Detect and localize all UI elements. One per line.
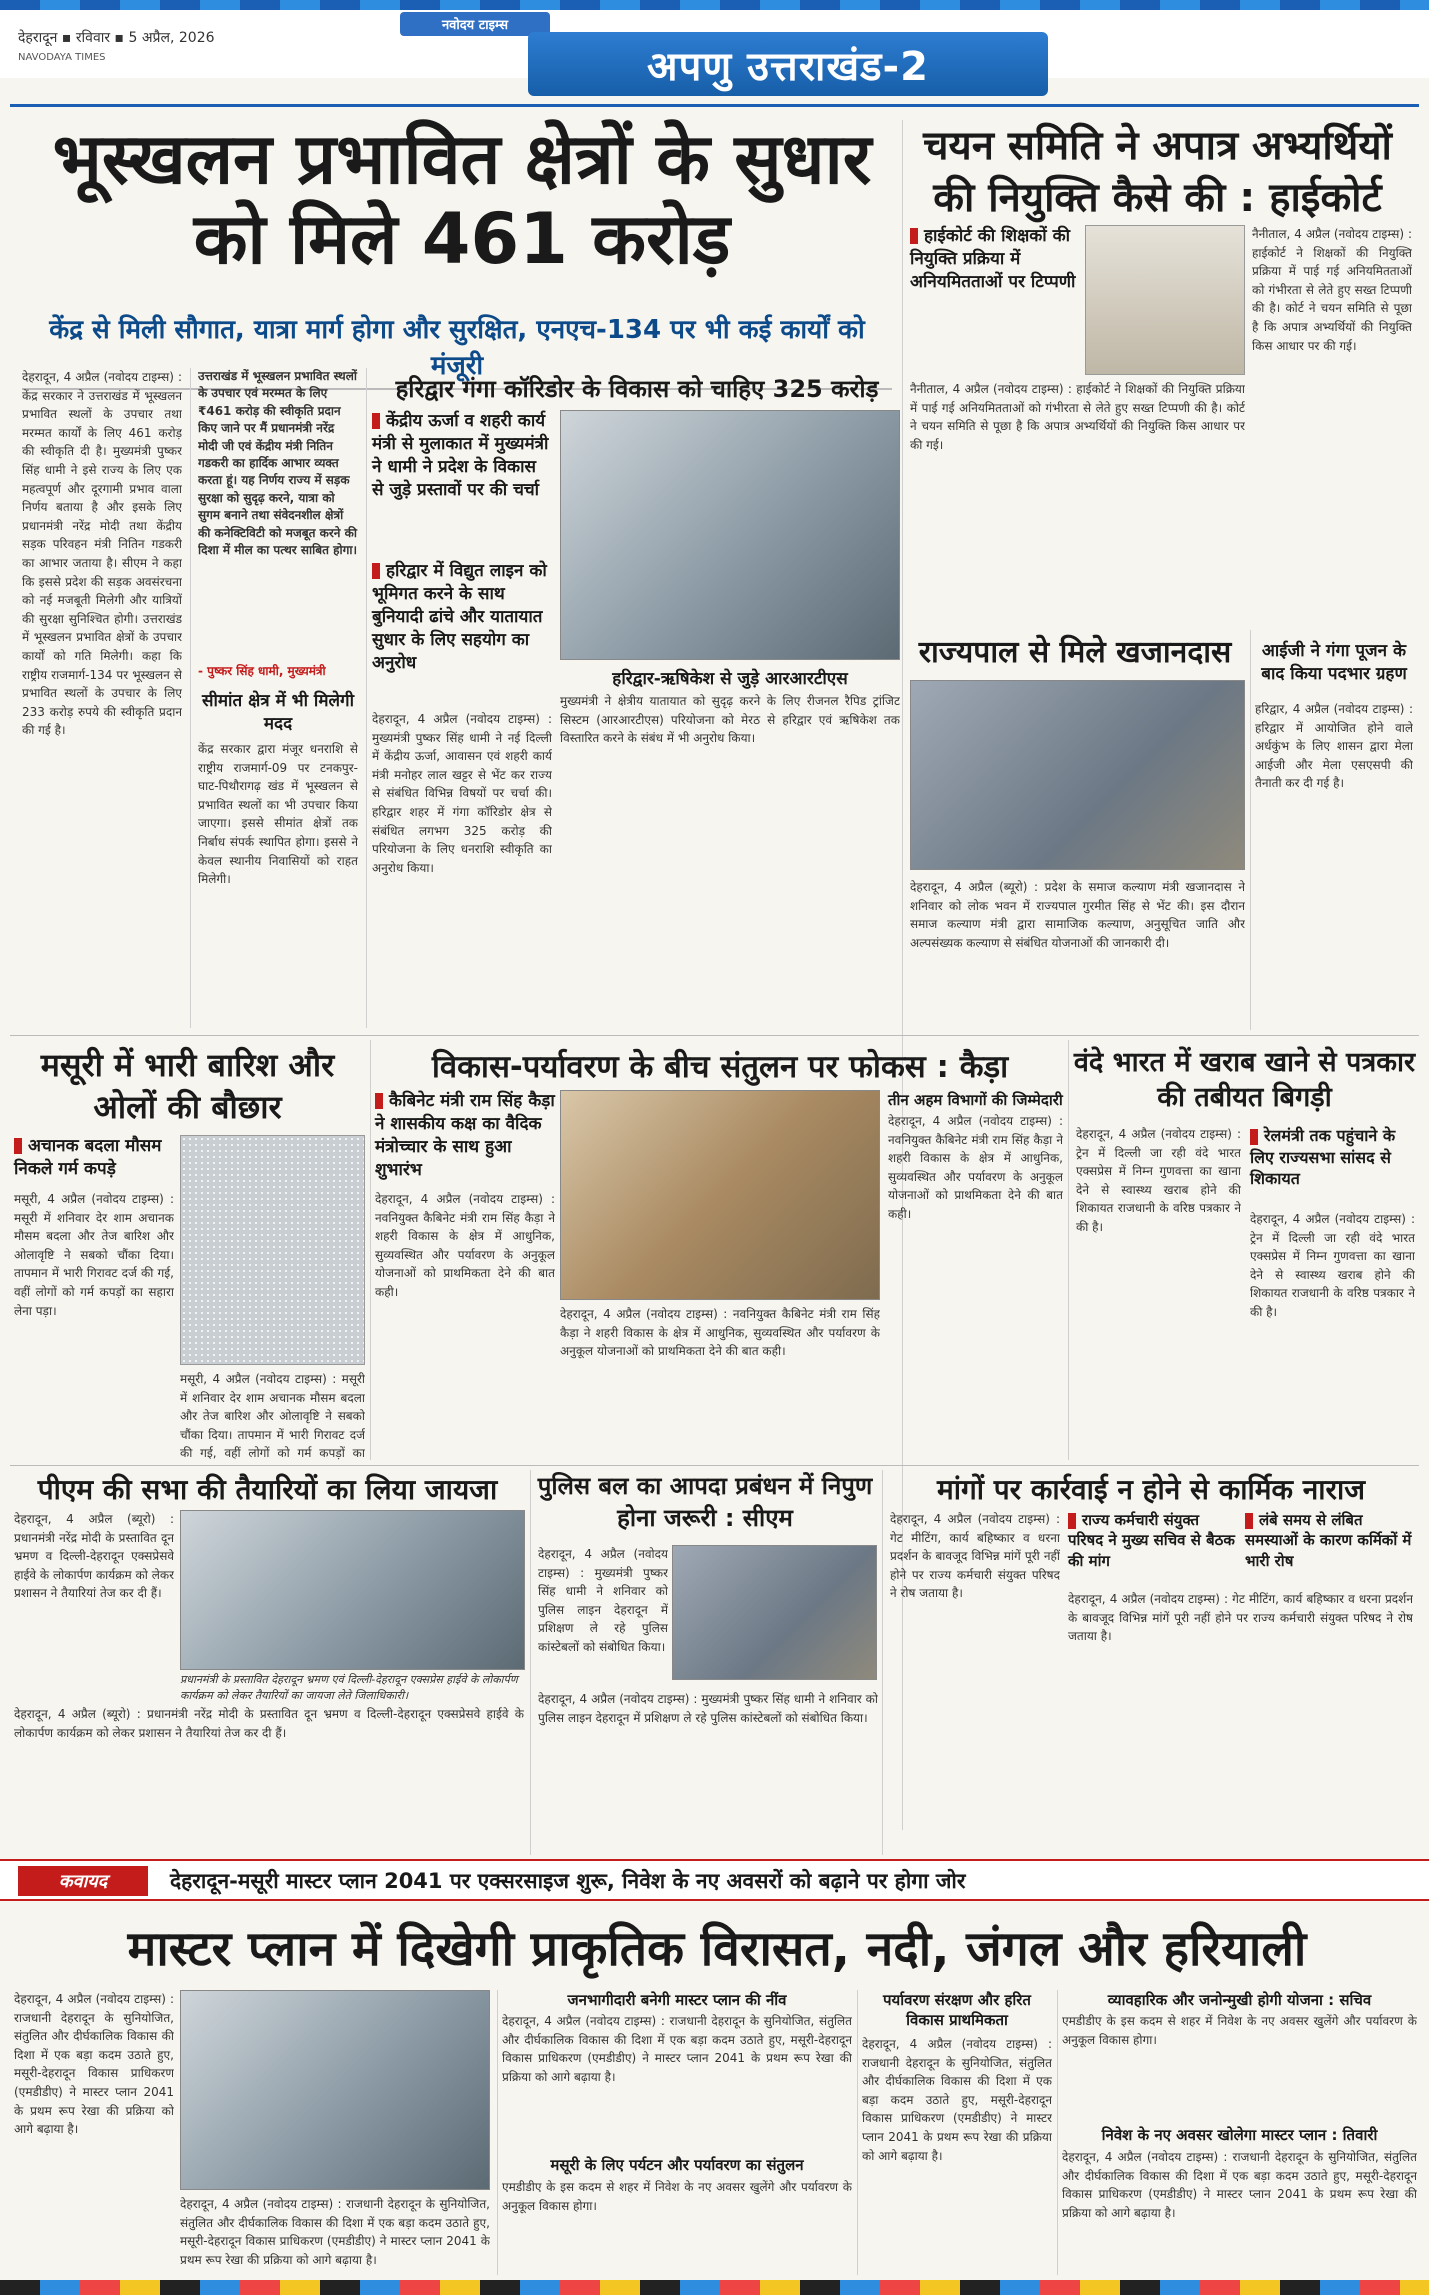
- haridwar-kicker-2: [372, 560, 552, 675]
- masterplan-body-2: देहरादून, 4 अप्रैल (नवोदय टाइम्स) : राजधानी देहरादून के सुनियोजित, संतुलित और दीर्घकालिक विकास की दिशा में एक बड़ा कदम उठाते हुए, मसूरी-देहरादून विकास प्राधिकरण (एमडीडीए) ने मास्टर प्लान 2041 के प्रथम रूप रेखा की प्रक्रिया को आगे बढ़ाया है।: [502, 2014, 852, 2084]
- pm-caption: प्रधानमंत्री के प्रस्तावित देहरादून भ्रमण एवं दिल्ली-देहरादून एक्सप्रेस हाईवे के लोकार्पण कार्यक्रम को लेकर तैयारियों का जायजा लेते जिलाधिकारी।: [180, 1673, 518, 1702]
- rrts-body: मुख्यमंत्री ने क्षेत्रीय यातायात को सुदृढ़ करने के लिए रीजनल रैपिड ट्रांजिट सिस्टम (आरआरटीएस) परियोजना को मेरठ से हरिद्वार एवं ऋषिकेश तक विस्तारित करने के संबंध में भी अनुरोध किया।: [560, 694, 900, 746]
- meeting-photo: [560, 410, 900, 660]
- haridwar-body: देहरादून, 4 अप्रैल (नवोदय टाइम्स) : मुख्यमंत्री पुष्कर सिंह धामी ने नई दिल्ली में केंद्रीय ऊर्जा, आवासन एवं शहरी कार्य मंत्री मनोहर लाल खट्टर से भेंट कर राज्य से संबंधित विभिन्न विषयों पर चर्चा की। हरिद्वार शहर में गंगा कॉरिडोर क्षेत्र से संबंधित लगभग 325 करोड़ की परियोजना के लिए धनराशि स्वीकृति का अनुरोध किया।: [372, 712, 552, 875]
- haridwar-kicker-1: [372, 410, 552, 502]
- divider: [1250, 630, 1251, 1030]
- vande-kicker-text: रेलमंत्री तक पहुंचाने के लिए राज्यसभा सांसद से शिकायत: [1250, 1126, 1396, 1189]
- karmik-body-cont: देहरादून, 4 अप्रैल (नवोदय टाइम्स) : गेट मीटिंग, कार्य बहिष्कार व धरना प्रदर्शन के बावजूद विभिन्न मांगें पूरी नहीं होने पर राज्य कर्मचारी संयुक्त परिषद ने रोष जताया है।: [1068, 1592, 1413, 1644]
- divider: [882, 1470, 883, 1855]
- divider: [530, 1470, 531, 1855]
- karmik-kicker-1: [1068, 1510, 1238, 1571]
- cm-quote: उत्तराखंड में भूस्खलन प्रभावित स्थलों के उपचार एवं मरम्मत के लिए ₹461 करोड़ की स्वीकृति प्रदान किए जाने पर मैं प्रधानमंत्री नरेंद्र मोदी जी एवं केंद्रीय मंत्री नितिन गडकरी का हार्दिक आभार व्यक्त करता हूं। यह निर्णय राज्य में सड़क सुरक्षा को सुदृढ़ करने, यात्रा को सुगम बनाने तथा संवेदनशील क्षेत्रों की कनेक्टिविटी को मजबूत करने की दिशा में मील का पत्थर साबित होगा।: [198, 369, 357, 557]
- red-marker: [372, 563, 380, 579]
- section-rule: [10, 1465, 1419, 1466]
- governor-body: देहरादून, 4 अप्रैल (ब्यूरो) : प्रदेश के समाज कल्याण मंत्री खजानदास ने शनिवार को लोक भवन में राज्यपाल गुरमीत सिंह से भेंट की। इस दौरान समाज कल्याण मंत्री द्वारा सामाजिक कल्याण, अनुसूचित जाति और अल्पसंख्यक कल्याण से संबंधित योजनाओं की जानकारी दी।: [910, 880, 1245, 950]
- masterplan-kicker-5: मसूरी के लिए पर्यटन और पर्यावरण का संतुलन: [550, 2156, 804, 2174]
- vande-body-cont: देहरादून, 4 अप्रैल (नवोदय टाइम्स) : ट्रेन में दिल्ली जा रही वंदे भारत एक्सप्रेस में निम्न गुणवत्ता का खाना देने से स्वास्थ्य खराब होने की शिकायत राजधानी के वरिष्ठ पत्रकार ने की है।: [1250, 1212, 1415, 1319]
- nav-label: NAVODAYA TIMES: [18, 52, 106, 63]
- divider: [1057, 1990, 1058, 2275]
- haridwar-headline: हरिद्वार गंगा कॉरिडोर के विकास को चाहिए 325 करोड़: [395, 375, 879, 403]
- highcourt-kicker: [910, 225, 1080, 294]
- red-marker: [1068, 1513, 1076, 1529]
- masterplan-photo: [180, 1990, 490, 2190]
- masterplan-kicker-1: जनभागीदारी बनेगी मास्टर प्लान की नींव: [567, 1991, 787, 2009]
- highcourt-kicker-text: हाईकोर्ट की शिक्षकों की नियुक्ति प्रक्रिया में अनियमितताओं पर टिप्पणी: [910, 226, 1076, 292]
- police-body-cont: देहरादून, 4 अप्रैल (नवोदय टाइम्स) : मुख्यमंत्री पुष्कर सिंह धामी ने शनिवार को पुलिस लाइन देहरादून में प्रशिक्षण ले रहे पुलिस कांस्टेबलों को संबोधित किया।: [538, 1692, 878, 1725]
- masterplan-body-5: एमडीडीए के इस कदम से शहर में निवेश के नए अवसर खुलेंगे और पर्यावरण के अनुकूल विकास होगा।: [1062, 2014, 1417, 2047]
- karmik-kicker-1-text: राज्य कर्मचारी संयुक्त परिषद ने मुख्य सचिव से बैठक की मांग: [1068, 1511, 1235, 1570]
- masterplan-headline: मास्टर प्लान में दिखेगी प्राकृतिक विरासत, नदी, जंगल और हरियाली: [127, 1921, 1307, 1977]
- pm-headline: पीएम की सभा की तैयारियों का लिया जायजा: [37, 1473, 498, 1506]
- mussoorie-kicker: [14, 1135, 174, 1181]
- masterplan-kicker-2: पर्यावरण संरक्षण और हरित विकास प्राथमिकता: [883, 1991, 1031, 2030]
- lead-column-2-body: केंद्र सरकार द्वारा मंजूर धनराशि से राष्ट्रीय राजमार्ग-09 पर टनकपुर-घाट-पिथौरागढ़ खंड में भूस्खलन से प्रभावित स्थलों का भी उपचार किया जाएगा। इससे सीमांत क्षेत्रों तक निर्बाध संपर्क स्थापित होगा। इससे ने केवल स्थानीय निवासियों को राहत मिलेगी।: [198, 742, 358, 887]
- masthead-color-strip: [0, 0, 1429, 10]
- strip-text: देहरादून-मसूरी मास्टर प्लान 2041 पर एक्सरसाइज शुरू, निवेश के नए अवसरों को बढ़ाने पर होगा जोर: [170, 1869, 966, 1893]
- lead-headline: भूस्खलन प्रभावित क्षेत्रों के सुधार को मिले 461 करोड़: [52, 118, 872, 280]
- lead-kicker: सीमांत क्षेत्र में भी मिलेगी मदद: [202, 691, 354, 734]
- red-marker: [375, 1093, 383, 1109]
- divider: [370, 1040, 371, 1460]
- masterplan-body-4: देहरादून, 4 अप्रैल (नवोदय टाइम्स) : राजधानी देहरादून के सुनियोजित, संतुलित और दीर्घकालिक विकास की दिशा में एक बड़ा कदम उठाते हुए, मसूरी-देहरादून विकास प्राधिकरण (एमडीडीए) ने मास्टर प्लान 2041 के प्रथम रूप रेखा की प्रक्रिया को आगे बढ़ाया है।: [862, 2037, 1052, 2163]
- haridwar-kicker-2-text: हरिद्वार में विद्युत लाइन को भूमिगत करने के साथ बुनियादी ढांचे और यातायात सुधार के लिए सहयोग का अनुरोध: [372, 561, 547, 673]
- small-brand: नवोदय टाइम्स: [400, 12, 550, 36]
- mussoorie-kicker-text: अचानक बदला मौसम निकले गर्म कपड़े: [14, 1136, 162, 1179]
- vikas-headline: विकास-पर्यावरण के बीच संतुलन पर फोकस : कैड़ा: [431, 1049, 1009, 1085]
- section-title: अपणु उत्तराखंड-2: [647, 43, 929, 90]
- red-marker: [1250, 1129, 1258, 1145]
- vikas-body: देहरादून, 4 अप्रैल (नवोदय टाइम्स) : नवनियुक्त कैबिनेट मंत्री राम सिंह कैड़ा ने शहरी विकास के क्षेत्र में आधुनिक, सुव्यवस्थित और पर्यावरण के अनुकूल योजनाओं को प्राथमिकता देने की बात कही।: [375, 1192, 555, 1299]
- highcourt-body-cont: नैनीताल, 4 अप्रैल (नवोदय टाइम्स) : हाईकोर्ट ने शिक्षकों की नियुक्ति प्रक्रिया में पाई गई अनियमितताओं को गंभीरता से लेते हुए सख्त टिप्पणी की है। कोर्ट ने चयन समिति से पूछा है कि अपात्र अभ्यर्थियों की नियुक्ति किस आधार पर की गई।: [1252, 227, 1412, 353]
- vikas-body-cont: देहरादून, 4 अप्रैल (नवोदय टाइम्स) : नवनियुक्त कैबिनेट मंत्री राम सिंह कैड़ा ने शहरी विकास के क्षेत्र में आधुनिक, सुव्यवस्थित और पर्यावरण के अनुकूल योजनाओं को प्राथमिकता देने की बात कही।: [560, 1307, 880, 1359]
- section-rule: [10, 1035, 1419, 1036]
- masterplan-body-cont: देहरादून, 4 अप्रैल (नवोदय टाइम्स) : राजधानी देहरादून के सुनियोजित, संतुलित और दीर्घकालिक विकास की दिशा में एक बड़ा कदम उठाते हुए, मसूरी-देहरादून विकास प्राधिकरण (एमडीडीए) ने मास्टर प्लान 2041 के प्रथम रूप रेखा की प्रक्रिया को आगे बढ़ाया है।: [180, 2197, 490, 2267]
- masterplan-kicker-4: निवेश के नए अवसर खोलेगा मास्टर प्लान : तिवारी: [1101, 2126, 1378, 2144]
- ceremony-photo: [560, 1090, 880, 1300]
- police-photo: [672, 1545, 877, 1680]
- police-body: देहरादून, 4 अप्रैल (नवोदय टाइम्स) : मुख्यमंत्री पुष्कर सिंह धामी ने शनिवार को पुलिस लाइन देहरादून में प्रशिक्षण ले रहे पुलिस कांस्टेबलों को संबोधित किया।: [538, 1547, 668, 1654]
- masthead-rule: [10, 104, 1419, 107]
- vikas-side-body: देहरादून, 4 अप्रैल (नवोदय टाइम्स) : नवनियुक्त कैबिनेट मंत्री राम सिंह कैड़ा ने शहरी विकास के क्षेत्र में आधुनिक, सुव्यवस्थित और पर्यावरण के अनुकूल योजनाओं को प्राथमिकता देने की बात कही।: [888, 1114, 1063, 1221]
- vikas-kicker-text: कैबिनेट मंत्री राम सिंह कैड़ा ने शासकीय कक्ष का वैदिक मंत्रोच्चार के साथ हुआ शुभारंभ: [375, 1091, 555, 1180]
- masterplan-kicker-3: व्यावहारिक और जनोन्मुखी होगी योजना : सचिव: [1107, 1991, 1372, 2009]
- mussoorie-body: मसूरी, 4 अप्रैल (नवोदय टाइम्स) : मसूरी में शनिवार देर शाम अचानक मौसम बदला और तेज बारिश और ओलावृष्टि ने सबको चौंका दिया। तापमान में भारी गिरावट दर्ज की गई, वहीं लोगों को गर्म कपड़ों का सहारा लेना पड़ा।: [14, 1192, 174, 1318]
- masterplan-body-6: देहरादून, 4 अप्रैल (नवोदय टाइम्स) : राजधानी देहरादून के सुनियोजित, संतुलित और दीर्घकालिक विकास की दिशा में एक बड़ा कदम उठाते हुए, मसूरी-देहरादून विकास प्राधिकरण (एमडीडीए) ने मास्टर प्लान 2041 के प्रथम रूप रेखा की प्रक्रिया को आगे बढ़ाया है।: [1062, 2150, 1417, 2220]
- police-headline: पुलिस बल का आपदा प्रबंधन में निपुण होना जरूरी : सीएम: [537, 1472, 873, 1533]
- mussoorie-body-cont: मसूरी, 4 अप्रैल (नवोदय टाइम्स) : मसूरी में शनिवार देर शाम अचानक मौसम बदला और तेज बारिश और ओलावृष्टि ने सबको चौंका दिया। तापमान में भारी गिरावट दर्ज की गई, वहीं लोगों को गर्म कपड़ों का: [180, 1372, 365, 1460]
- dateline: देहरादून ▪ रविवार ▪ 5 अप्रैल, 2026: [18, 30, 215, 46]
- highcourt-body: नैनीताल, 4 अप्रैल (नवोदय टाइम्स) : हाईकोर्ट ने शिक्षकों की नियुक्ति प्रक्रिया में पाई गई अनियमितताओं को गंभीरता से लेते हुए सख्त टिप्पणी की है। कोर्ट ने चयन समिति से पूछा है कि अपात्र अभ्यर्थियों की नियुक्ति किस आधार पर की गई।: [910, 382, 1245, 452]
- divider: [366, 368, 367, 1028]
- governor-headline: राज्यपाल से मिले खजानदास: [918, 635, 1232, 670]
- ganga-pujan-body: हरिद्वार, 4 अप्रैल (नवोदय टाइम्स) : हरिद्वार में आयोजित होने वाले अर्धकुंभ के लिए शासन द्वारा मेला आईजी और मेला एसएसपी की तैनाती कर दी गई है।: [1255, 702, 1413, 791]
- masterplan-body-3: एमडीडीए के इस कदम से शहर में निवेश के नए अवसर खुलेंगे और पर्यावरण के अनुकूल विकास होगा।: [502, 2180, 852, 2213]
- section-banner: [528, 32, 1048, 96]
- red-marker: [910, 228, 918, 244]
- color-registration-strip: [0, 2280, 1429, 2295]
- pm-body-cont: देहरादून, 4 अप्रैल (ब्यूरो) : प्रधानमंत्री नरेंद्र मोदी के प्रस्तावित दून भ्रमण व दिल्ली-देहरादून एक्सप्रेसवे हाईवे के लोकार्पण कार्यक्रम को लेकर प्रशासन ने तैयारियां तेज कर दी हैं।: [14, 1707, 524, 1740]
- highcourt-photo: [1085, 225, 1245, 375]
- divider: [1068, 1040, 1069, 1460]
- karmik-kicker-2-text: लंबे समय से लंबित समस्याओं के कारण कर्मिकों में भारी रोष: [1245, 1511, 1412, 1570]
- rrts-kicker: हरिद्वार-ऋषिकेश से जुड़े आरआरटीएस: [612, 669, 848, 689]
- karmik-headline: मांगों पर कार्रवाई न होने से कार्मिक नाराज: [936, 1473, 1366, 1506]
- vikas-kicker-2: तीन अहम विभागों की जिम्मेदारी: [888, 1091, 1063, 1109]
- vande-kicker: [1250, 1125, 1415, 1190]
- red-marker: [1245, 1513, 1253, 1529]
- vikas-kicker: [375, 1090, 555, 1182]
- inspection-photo: [180, 1510, 525, 1670]
- vande-headline: वंदे भारत में खराब खाने से पत्रकार की तबीयत बिगड़ी: [1073, 1047, 1416, 1114]
- lead-subhead: केंद्र से मिली सौगात, यात्रा मार्ग होगा और सुरक्षित, एनएच-134 पर भी कई कार्यों को मंजूरी: [22, 310, 892, 390]
- vande-body: देहरादून, 4 अप्रैल (नवोदय टाइम्स) : ट्रेन में दिल्ली जा रही वंदे भारत एक्सप्रेस में निम्न गुणवत्ता का खाना देने से स्वास्थ्य खराब होने की शिकायत राजधानी के वरिष्ठ पत्रकार ने की है।: [1076, 1127, 1241, 1234]
- red-marker: [372, 413, 380, 429]
- haridwar-kicker-1-text: केंद्रीय ऊर्जा व शहरी कार्य मंत्री से मुलाकात में मुख्यमंत्री ने धामी ने प्रदेश के विकास से जुड़े प्रस्तावों पर की चर्चा: [372, 411, 549, 500]
- red-marker: [14, 1138, 22, 1154]
- pm-body: देहरादून, 4 अप्रैल (ब्यूरो) : प्रधानमंत्री नरेंद्र मोदी के प्रस्तावित दून भ्रमण व दिल्ली-देहरादून एक्सप्रेसवे हाईवे के लोकार्पण कार्यक्रम को लेकर प्रशासन ने तैयारियां तेज कर दी हैं।: [14, 1512, 174, 1601]
- karmik-body: देहरादून, 4 अप्रैल (नवोदय टाइम्स) : गेट मीटिंग, कार्य बहिष्कार व धरना प्रदर्शन के बावजूद विभिन्न मांगें पूरी नहीं होने पर राज्य कर्मचारी संयुक्त परिषद ने रोष जताया है।: [890, 1512, 1060, 1601]
- highcourt-headline: चयन समिति ने अपात्र अभ्यर्थियों की नियुक्ति कैसे की : हाईकोर्ट: [923, 123, 1392, 221]
- masterplan-body: देहरादून, 4 अप्रैल (नवोदय टाइम्स) : राजधानी देहरादून के सुनियोजित, संतुलित और दीर्घकालिक विकास की दिशा में एक बड़ा कदम उठाते हुए, मसूरी-देहरादून विकास प्राधिकरण (एमडीडीए) ने मास्टर प्लान 2041 के प्रथम रूप रेखा की प्रक्रिया को आगे बढ़ाया है।: [14, 1992, 174, 2137]
- governor-photo: [910, 680, 1245, 870]
- quote-author: - पुष्कर सिंह धामी, मुख्यमंत्री: [198, 664, 326, 678]
- divider: [190, 368, 191, 1028]
- lead-column-1: देहरादून, 4 अप्रैल (नवोदय टाइम्स) : केंद्र सरकार ने उत्तराखंड में भूस्खलन प्रभावित स्थलों के उपचार तथा मरम्मत कार्यों के लिए 461 करोड़ की स्वीकृति दी है। मुख्यमंत्री पुष्कर सिंह धामी ने इसे राज्य के लिए एक महत्वपूर्ण और दूरगामी प्रभाव वाला निर्णय बताया है और इसके लिए प्रधानमंत्री नरेंद्र मोदी तथा केंद्रीय सड़क परिवहन मंत्री नितिन गडकरी का आभार जताया है। सीएम ने कहा कि इससे प्रदेश की सड़क अवसंरचना को नई मजबूती मिलेगी और यात्रियों की सुरक्षा सुनिश्चित होगी। उत्तराखंड में भूस्खलन प्रभावित क्षेत्रों के उपचार कार्यों को गति मिलेगी। कहा कि राष्ट्रीय राजमार्ग-134 पर भूस्खलन से प्रभावित स्थलों के उपचार के लिए 233 करोड़ रुपये की स्वीकृति प्रदान की गई है।: [22, 370, 182, 738]
- divider: [497, 1990, 498, 2275]
- karmik-kicker-2: [1245, 1510, 1415, 1571]
- ganga-pujan-headline: आईजी ने गंगा पूजन के बाद किया पदभार ग्रहण: [1261, 641, 1407, 684]
- divider: [857, 1990, 858, 2275]
- hail-photo: [180, 1135, 365, 1365]
- strip-tag: कवायद: [18, 1866, 148, 1896]
- mussoorie-headline: मसूरी में भारी बारिश और ओलों की बौछार: [40, 1046, 335, 1126]
